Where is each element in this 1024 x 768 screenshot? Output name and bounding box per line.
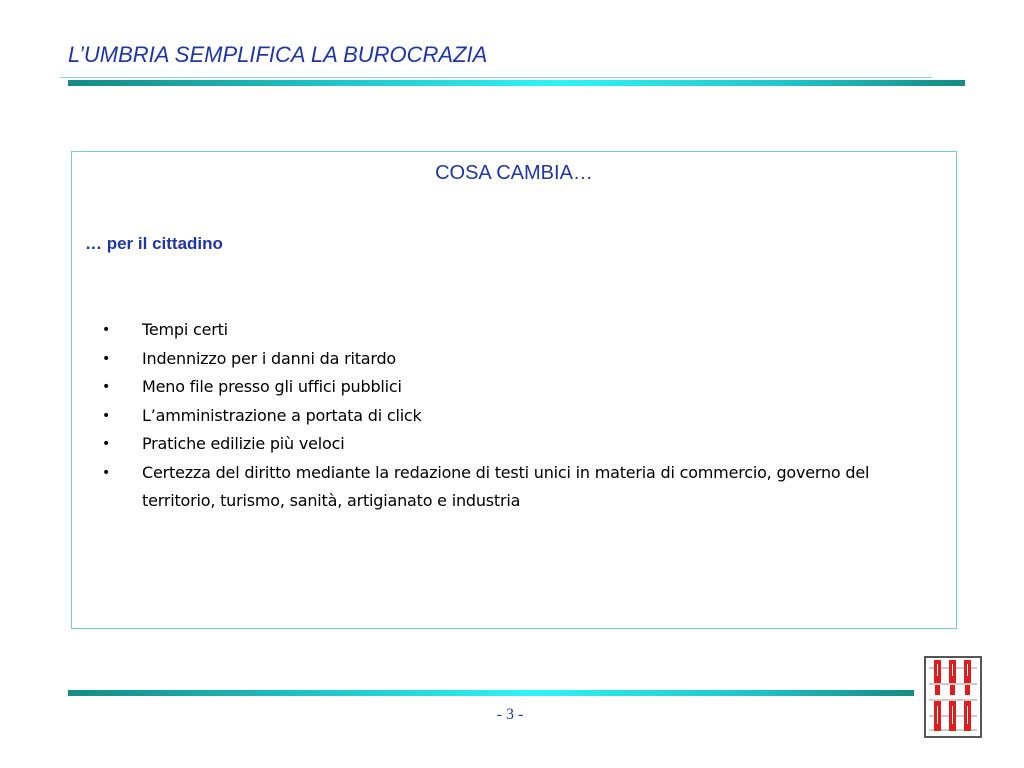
content-box (71, 151, 957, 629)
slide-title: L’UMBRIA SEMPLIFICA LA BUROCRAZIA (68, 42, 488, 67)
list-item: • Certezza del diritto mediante la redazione di testi unici in materia di commercio, governo del territorio, turismo, sanità, artigianato e industria (102, 459, 942, 516)
list-item: • Tempi certi (102, 316, 942, 345)
title-divider-bar (68, 80, 965, 86)
benefits-list (102, 316, 942, 516)
page-number: - 3 - (496, 706, 524, 723)
audience-subheading: … per il cittadino (85, 234, 223, 253)
title-underline-thin (60, 77, 932, 78)
list-item: • Meno file presso gli uffici pubblici (102, 373, 942, 402)
list-item: • L’amministrazione a portata di click (102, 402, 942, 431)
list-item: • Pratiche edilizie più veloci (102, 430, 942, 459)
list-item: • Indennizzo per i danni da ritardo (102, 345, 942, 374)
footer-divider-bar (68, 690, 914, 696)
box-heading: COSA CAMBIA… (435, 162, 593, 184)
regione-umbria-logo-icon (924, 656, 982, 738)
